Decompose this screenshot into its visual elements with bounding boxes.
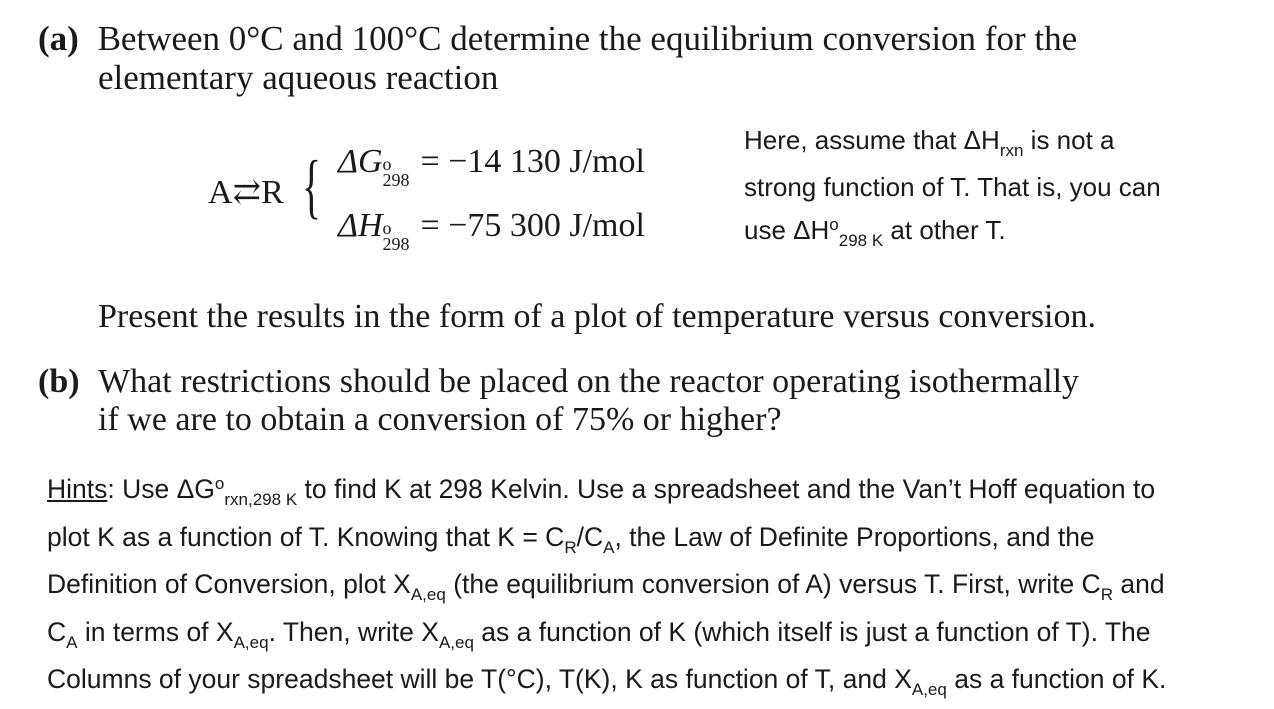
hints-line4 bbox=[47, 614, 1166, 662]
hints-l2-a: plot K as a function of T. Knowing that K = C bbox=[47, 521, 565, 552]
delta-h-value: = −75 300 J/mol bbox=[420, 207, 645, 244]
equilibrium-arrow: ⇄ bbox=[232, 174, 262, 211]
reaction-label bbox=[208, 172, 284, 212]
hints-l3-b: (the equilibrium conversion of A) versus T. First, write C bbox=[445, 569, 1101, 599]
delta-g-sup: o bbox=[382, 154, 392, 174]
hints-title: Hints bbox=[47, 474, 108, 504]
delta-h-sub: 298 bbox=[382, 234, 410, 254]
part-b-line2: if we are to obtain a conversion of 75% or higher? bbox=[98, 401, 782, 438]
hints-line3 bbox=[47, 566, 1166, 614]
hints-l1-sub: rxn,298 K bbox=[224, 490, 298, 509]
present-instruction: Present the results in the form of a plot of temperature versus conversion. bbox=[98, 298, 1097, 335]
delta-h-symbol: ΔH bbox=[338, 207, 383, 244]
hints-l4-sub2: A,eq bbox=[233, 632, 269, 652]
hints-line2 bbox=[47, 519, 1166, 567]
delta-g-equation bbox=[338, 143, 645, 190]
product: R bbox=[261, 174, 284, 211]
hints-l3-sub2: R bbox=[1100, 585, 1113, 604]
note-line3-sub: 298 K bbox=[838, 231, 884, 250]
hints-l4-d: as a function of K (which itself is just a function of T). The bbox=[473, 616, 1151, 647]
assumption-note bbox=[744, 122, 1161, 259]
part-a-label: (a) bbox=[38, 19, 79, 58]
hints-l2-sub1: R bbox=[564, 537, 577, 557]
delta-h-equation bbox=[338, 207, 645, 254]
note-line1-b: is not a bbox=[1023, 125, 1115, 155]
hints-l4-c: . Then, write X bbox=[268, 616, 439, 647]
hints-l4-sub1: A bbox=[66, 632, 78, 652]
note-line1-sub: rxn bbox=[999, 141, 1024, 160]
part-b-question bbox=[38, 363, 1079, 401]
reactant: A bbox=[208, 174, 233, 211]
delta-g-sub: 298 bbox=[382, 170, 410, 190]
part-a-line2: elementary aqueous reaction bbox=[98, 58, 499, 97]
part-a-question bbox=[38, 20, 1077, 58]
hints-l5-a: Columns of your spreadsheet will be T(°C), T(K), K as function of T, and X bbox=[47, 664, 912, 694]
hints-l1-sup: o bbox=[214, 474, 225, 493]
hints-l4-sub3: A,eq bbox=[438, 632, 474, 652]
curly-brace: { bbox=[302, 146, 322, 226]
delta-h-sup: o bbox=[382, 218, 392, 238]
part-a-line1: Between 0°C and 100°C determine the equilibrium conversion for the bbox=[97, 19, 1078, 58]
note-line3-b: at other T. bbox=[883, 215, 1006, 245]
note-line3-sup: o bbox=[829, 215, 839, 234]
hints-l2-b: , the Law of Definite Proportions, and the bbox=[614, 521, 1095, 552]
hints-l2-sub2: A bbox=[603, 537, 615, 557]
delta-g-value: = −14 130 J/mol bbox=[420, 143, 645, 180]
hints-block bbox=[47, 466, 1166, 709]
delta-g-symbol: ΔG bbox=[338, 143, 383, 180]
hints-l4-b: in terms of X bbox=[77, 616, 234, 647]
hints-l3-c: and bbox=[1112, 569, 1165, 599]
hints-l3-a: Definition of Conversion, plot X bbox=[47, 569, 411, 599]
part-b-line1: What restrictions should be placed on the reactor operating isothermally bbox=[98, 363, 1080, 400]
hints-l1-a: : Use ΔG bbox=[107, 474, 215, 504]
hints-line5 bbox=[47, 661, 1166, 709]
hints-line1 bbox=[47, 466, 1166, 519]
hints-l1-b: to find K at 298 Kelvin. Use a spreadsheet and the Van’t Hoff equation to bbox=[297, 474, 1156, 504]
hints-l2-mid: /C bbox=[576, 521, 604, 552]
note-line1-a: Here, assume that ΔH bbox=[744, 125, 1000, 155]
part-b-label: (b) bbox=[38, 363, 80, 400]
note-line3-a: use ΔH bbox=[744, 215, 830, 245]
hints-l3-sub1: A,eq bbox=[410, 585, 446, 604]
note-line2: strong function of T. That is, you can bbox=[744, 172, 1161, 202]
hints-l5-sub: A,eq bbox=[911, 680, 947, 699]
hints-l5-b: as a function of K. bbox=[946, 664, 1167, 694]
hints-l4-a: C bbox=[47, 616, 67, 647]
